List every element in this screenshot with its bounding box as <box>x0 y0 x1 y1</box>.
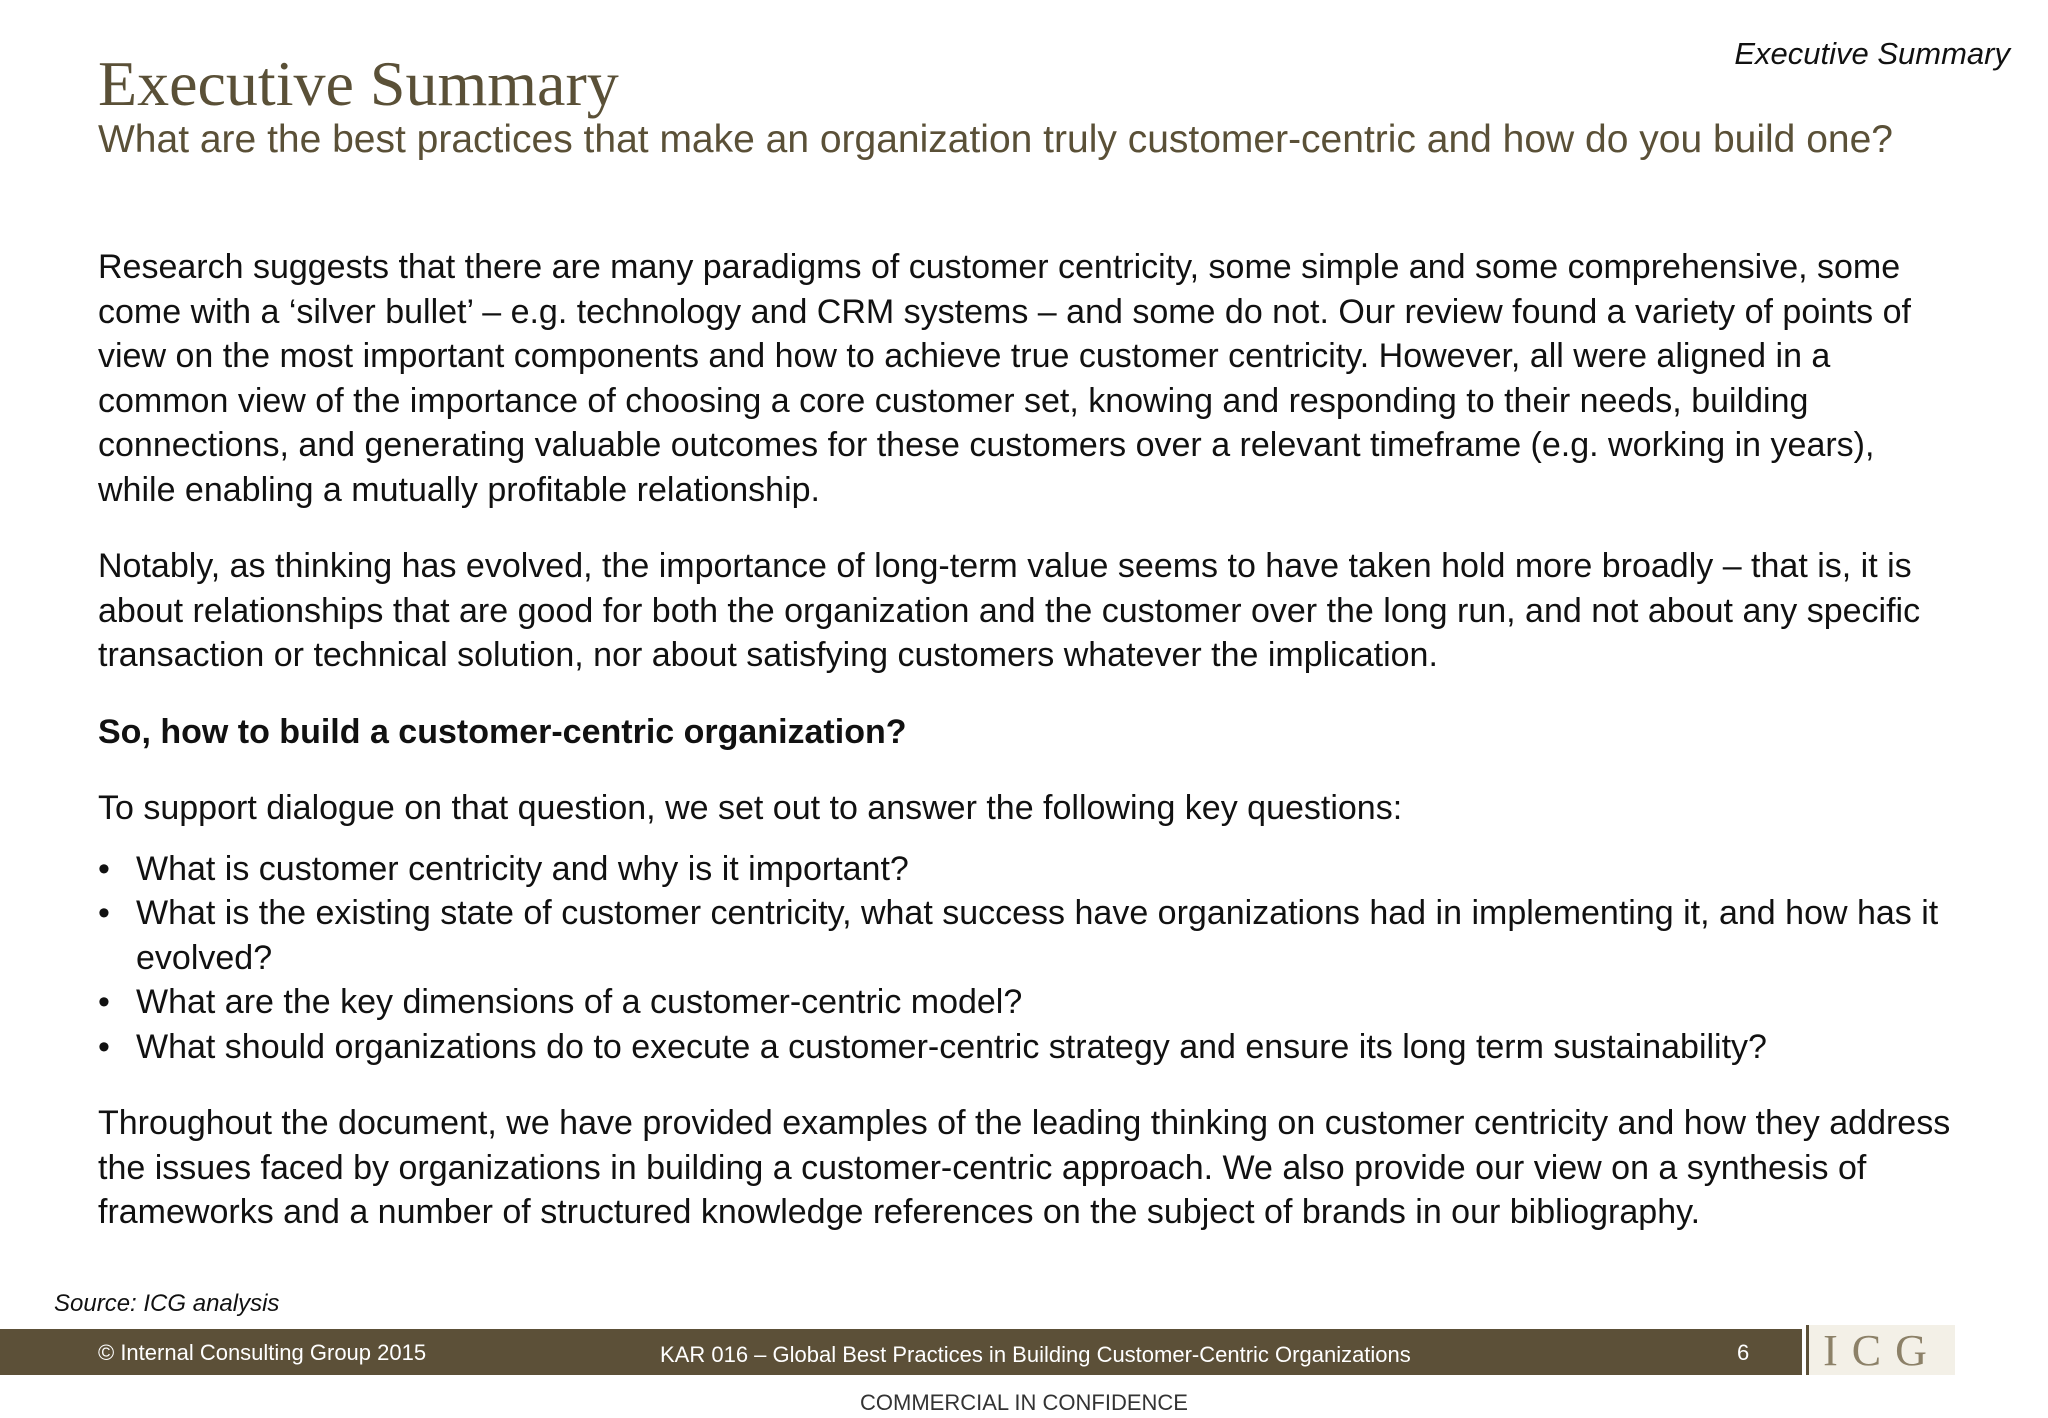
icg-logo: ICG <box>1806 1325 1955 1375</box>
key-questions-list <box>98 847 1958 1070</box>
bullet-marker: • <box>98 983 110 1021</box>
source-note: Source: ICG analysis <box>54 1290 280 1317</box>
bullet-marker: • <box>98 894 110 932</box>
page-title: Executive Summary <box>98 48 619 119</box>
footer-copyright: © Internal Consulting Group 2015 <box>98 1340 427 1365</box>
footer-bar <box>0 1329 1802 1375</box>
list-item <box>98 891 1958 980</box>
list-item <box>98 847 1958 892</box>
list-item <box>98 980 1958 1025</box>
paragraph-notably: Notably, as thinking has evolved, the importance of long-term value seems to have taken hold more broadly – that is, it is about relationships that are good for both the organization and the customer over the long run, and not about any specific transaction or technical solution, nor about satisfying customers whatever the implication. <box>98 547 1921 674</box>
section-heading: So, how to build a customer-centric organization? <box>98 712 907 751</box>
list-item-text: What should organizations do to execute a customer-centric strategy and ensure its long term sustainability? <box>136 1027 1767 1066</box>
paragraph-research: Research suggests that there are many paradigms of customer centricity, some simple and some comprehensive, some come with a ‘silver bullet’ – e.g. technology and CRM systems – and some do not. Our review found a variety of points of view on the most important components and how to achieve true customer centricity. However, all were aligned in a common view of the importance of choosing a core customer set, knowing and responding to their needs, building connections, and generating valuable outcomes for these customers over a relevant timeframe (e.g. working in years), while enabling a mutually profitable relationship. <box>98 248 1911 509</box>
list-item-text: What is customer centricity and why is it important? <box>136 849 909 888</box>
bullet-marker: • <box>98 849 110 888</box>
body-content <box>98 245 1958 1267</box>
list-item-text: What are the key dimensions of a customer-centric model? <box>136 983 1023 1021</box>
confidentiality-notice: COMMERCIAL IN CONFIDENCE <box>860 1390 1188 1415</box>
page-subtitle: What are the best practices that make an organization truly customer-centric and how do you build one? <box>98 118 1893 161</box>
section-tag: Executive Summary <box>1734 36 2010 71</box>
list-item-text: What is the existing state of customer centricity, what success have organizations had in implementing it, and how has it evolved? <box>136 894 1939 977</box>
bullet-marker: • <box>98 1027 110 1066</box>
paragraph-lead: To support dialogue on that question, we set out to answer the following key questions: <box>98 789 1403 827</box>
footer-document-title: KAR 016 – Global Best Practices in Building Customer-Centric Organizations <box>660 1342 1411 1367</box>
page-number: 6 <box>1737 1340 1750 1365</box>
paragraph-throughout: Throughout the document, we have provided examples of the leading thinking on customer centricity and how they address the issues faced by organizations in building a customer-centric approach. We also provide our view on a synthesis of frameworks and a number of structured knowledge references on the subject of brands in our bibliography. <box>98 1104 1951 1231</box>
list-item <box>98 1025 1958 1070</box>
